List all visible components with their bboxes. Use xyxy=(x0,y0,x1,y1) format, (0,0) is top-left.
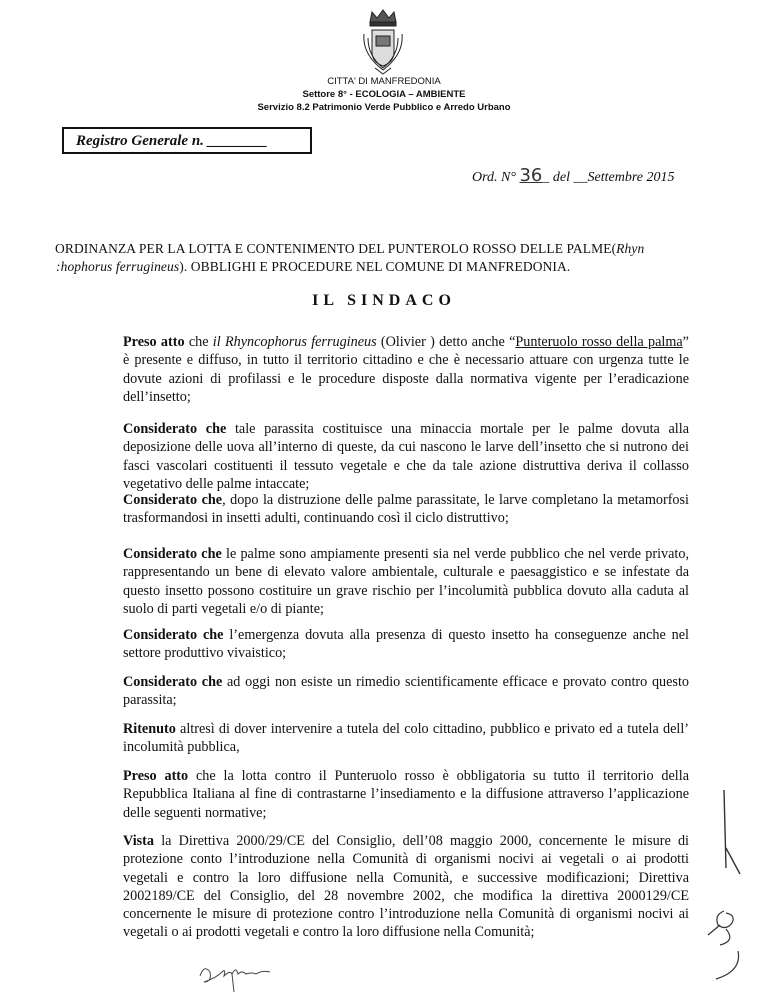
paragraph-ritenuto: Ritenuto altresì di dover intervenire a tutela del colo cittadino, pubblico e privato ed a tutela dell’ incolumità pubblica, xyxy=(123,721,689,756)
heading-il-sindaco: IL SINDACO xyxy=(312,292,456,309)
header-service: Servizio 8.2 Patrimonio Verde Pubblico e Arredo Urbano xyxy=(257,102,511,113)
paragraph-lead: Preso atto xyxy=(123,334,185,350)
paragraph-considerato-2: Considerato che, dopo la distruzione delle palme parassitate, le larve completano la metamorfosi trasformandosi in insetti adulti, continuando così il ciclo distruttivo; xyxy=(123,492,689,527)
title-text-2: ). OBBLIGHI E PROCEDURE NEL COMUNE DI MANFREDONIA. xyxy=(179,259,571,274)
city-crest-emblem xyxy=(360,8,406,76)
ordinance-number-line xyxy=(472,165,674,186)
ord-date: Settembre 2015 xyxy=(587,170,675,185)
paragraph-lead: Considerato che xyxy=(123,627,224,643)
title-italic-2: :hophorus ferrugineus xyxy=(56,259,180,274)
paragraph-lead: Considerato che xyxy=(123,492,223,508)
paragraph-lead: Preso atto xyxy=(123,768,189,784)
title-italic-1: Rhyn xyxy=(616,241,645,256)
paragraph-vista: Vista la Direttiva 2000/29/CE del Consiglio, dell’08 maggio 2000, concernente le misure di protezione conto l’introduzione nella Comunità di organismi nocivi ai vegetali o ai prodotti vegetali e contro la loro diffusione nella Comunità, e successive modificazioni; Direttiva 2002189/CE del Consiglio, del 28 novembre 2002, che modifica la direttiva 2000129/CE concernente le misure di protezione contro l’introduzione nella Comunità di organismi nocivi ai vegetali o ai prodotti vegetali e contro la loro diffusione nella Comunità; xyxy=(123,833,689,941)
header-city: CITTA' DI MANFREDONIA xyxy=(327,76,441,87)
paragraph-lead: Considerato che xyxy=(123,546,222,562)
handwritten-margin-mark xyxy=(716,788,746,883)
registro-label: Registro Generale n. ________ xyxy=(76,133,268,149)
title-text-1: ORDINANZA PER LA LOTTA E CONTENIMENTO DEL PUNTEROLO ROSSO DELLE PALME( xyxy=(55,241,617,256)
ord-number: 36 xyxy=(519,165,543,186)
handwritten-initials-signature xyxy=(196,960,276,994)
paragraph-lead: Vista xyxy=(123,833,155,849)
paragraph-lead: Ritenuto xyxy=(123,721,176,737)
ordinance-title-line2 xyxy=(56,259,570,275)
paragraph-lead: Considerato che xyxy=(123,421,227,437)
paragraph-preso-atto-2: Preso atto che la lotta contro il Punteruolo rosso è obbligatoria su tutto il territorio della Repubblica Italiana al fine di contrastarne l’insediamento e la diffusione attraverso l’applicazione delle seguenti normative; xyxy=(123,768,689,821)
paragraph-considerato-1: Considerato che tale parassita costituisce una minaccia mortale per le palme dovuta alla deposizione delle uova all’interno di queste, da cui nascono le larve dell’insetto che si nutrono dei fasci vascolari costituenti il tessuto vegetale e che da tale azione distruttiva deriva il collasso vegetativo delle palme intaccate; xyxy=(123,421,689,492)
registro-box xyxy=(62,127,312,154)
paragraph-lead: Considerato che xyxy=(123,674,223,690)
handwritten-signature-mark xyxy=(696,905,756,983)
paragraph-considerato-5: Considerato che ad oggi non esiste un rimedio scientificamente efficace e provato contro questo parassita; xyxy=(123,674,689,709)
ord-separator: _ del __ xyxy=(542,170,588,185)
paragraph-preso-atto: Preso atto che il Rhyncophorus ferrugineus (Olivier ) detto anche “Punteruolo rosso della palma” è presente e diffuso, in tutto il territorio cittadino e che è necessario attuare con urgenza tutte le dovute azioni di profilassi e le procedure disposte dalla normativa vigente per l’eradicazione dell’insetto; xyxy=(123,334,689,405)
paragraph-considerato-3: Considerato che le palme sono ampiamente presenti sia nel verde pubblico che nel verde privato, rappresentando un bene di elevato valore ambientale, culturale e paesaggistico e se infestate da questo insetto possono costituire un grave rischio per l’incolumità pubblica dovuto alla caduta al suolo di parti vegetali e/o di piante; xyxy=(123,546,689,617)
header-sector: Settore 8° - ECOLOGIA – AMBIENTE xyxy=(302,89,466,100)
ordinance-title-line1 xyxy=(55,241,644,257)
ord-prefix: Ord. N° xyxy=(472,170,516,185)
paragraph-considerato-4: Considerato che l’emergenza dovuta alla presenza di questo insetto ha conseguenze anche nel settore produttivo vivaistico; xyxy=(123,627,689,662)
